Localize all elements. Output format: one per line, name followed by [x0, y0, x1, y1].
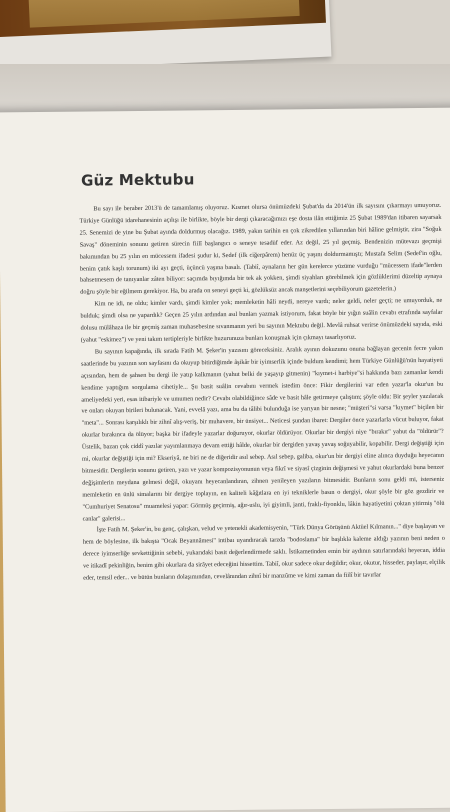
paragraph-3: Bu sayının kapağında, ilk sırada Fatih M. Şeker'in yazısını göreceksiniz. Aralık ayının dokuzunu onuna bağlayan gecenin fecre yakın saatlerinde bu yazının son sayfasını da okuyup bitirdiğimde âşikâr bir iyimserlik içinde buldum kendimi; hem Türkiye Günlüğü'nün hayatiyeti açısından, hem de şahsen bu dergi ile yatıp kalkmanın (yahut belki de yaşayıp gitmenin) "kıymet-i harbiye"si hakkında bazı zamanlar kendi kendime yaptığım sorgulama cihetiyle... Şu basit suâlin cevabını vermek istedim önce: Fikir dergilerini var eden yazar'la okur'un bu ameliyedeki yeri, esas itibariyle ve umumen nedir? Cevabı olabildiğince sâde ve basit hâle getirmeye çalıştım; şöyle oldu: Bir şeyler yazılacak ve onları okuyan birileri bulunacak. Yani, evvelâ yazı, ama bu da tâlibi bulunduğa ise yarıyan bir nesne; "müşteri"si varsa "kıymet" biçilen bir "meta"... Sonrası karşılıklı bir zihnî alış-veriş, bir muhavere, bir ünsiyet... Neticesi şundan ibaret: Dergiler önce yazarlarla vücut buluyor, fakat okurlar bırakınca da ölüyor; başka bir ifadeyle yazarlar doğuruyor, okurlar öldürüyor. Okurlar bir dergiyi niye "bırakır" yahut da "öldürür"? Üstelik, bazan çok ciddî yazılar yayımlanmaya devam ettiği hâlde, okurlar bir dergiden yavaş yavaş soğuyabilir, kopabilir. Dergi değiştiği için mi, okurlar değiştiği için mi? Ekseriyâ, ne biri ne de diğeridir asıl sebep. Asıl sebep, galiba, okur'un bir dergiyi eline alınca duyduğu heyecanın bitmesidir. Dergilerin sonunu getiren, yazı ve yazar kompozisyonunun veya fikrî ve siyasî çizginin değişmesi ve yahut okurlardaki buna benzer değişimlerin meydana gelmesi değil, okuyanı heyecanlandıran, zihnen yenileyen yazıların bitmesidir. Bunların sonu geldi mi, isterseniz memleketin en ünlü simalarını bir dergiye toplayın, en kaliteli kâğıtlara en iyi tekniklerle basın o dergiyi, okur şöyle bir göz gezdirir ve "Cumhuriyet Senatosu" muamelesi yapar: Görmüş geçirmiş, ağır-uslu, iyi giyimli, janti, fraklı-fiyonklu, lâkin hayatiyetini çoktan yitirmiş "ölü canlar" galerisi...: [80, 344, 445, 523]
book-page: [0, 108, 450, 812]
article-title: Güz Mektubu: [80, 170, 195, 190]
paragraph-1: Bu sayı ile beraber 2013'ü de tamamlamış oluyoruz. Kısmet olursa önümüzdeki Şubat'da da 2014'ün ilk sayısını çıkarmayı umuyoruz. Türkiye Günlüğü idarehanesinin açılışı ile birlikte, böyle bir dergi çıkaracağımızı eşe dosta ilân ettiğimiz 25 Şubat 1989'dan itibaren sayarsak 25. Senemizi de yine bu Şubat ayında doldurmuş olacağız. 1989, yakın tarihin en çok zikredilen yıllarından biri hâline gelmiştir, zira "Soğuk Savaş" döneminin sonunu getiren sürecin fiilî başlangıcı o seneye tesadüf eder. Az değil, 25 yıl geçmiş. Bendenizin mütevazı geçmişi bakımından bu 25 yılın en mücessem ifadesi şudur ki, Sedef (ilk ciğerpârem) henüz üç yaşını doldurmamıştı; Mustafa Selim (Sedef'in oğlu, benim çatık kaşlı torunum) iki ayı geçti, üçüncü yaşına basalı. (Tabiî, aynaların her gün kerelerce yüzüme vurduğu "mücessem ifade"lerden bahsetmesem de tanıyanlar zâten biliyor: saçımda bıyığımda bir tek ak yokken, şimdi siyahları görebilmek için gözlüklerimi düzeltip aynaya doğru şöyle bir eğilmem gerekiyor. Ha, bu arada on seneyi geçti ki, gözlüksüz ancak manşetlerini seçebiliyorum gazetelerin.): [79, 201, 443, 296]
background-gap: [0, 64, 450, 114]
previous-page: [0, 0, 331, 71]
paragraph-2: Kim ne idi, ne oldu; kimler vardı, şimdi kimler yok; memleketin hâli neydi, nereye vardı; neler geldi, neler geçti; ne umuyorduk, ne bulduk; şimdi olsa ne yapardık? Geçen 25 yılın ardından asıl bunları yazmak istiyorum, fakat böyle bir yığın suâlin cevabı etrafında sayfalar dolusu mülâhaza ile bir geçmiş zaman muhasebesine sıvanmanın yeri bu sayının Mektubu değil. Mevlâ ruhsat verirse önümüzdeki sayıda, eski (yahut "eskimez") ve yeni takım tertipleriyle birlikte huzurunuza bunları konuşmak için çıkmayı tasarlıyoruz.: [80, 297, 443, 344]
paragraph-4: İşte Fatih M. Şeker'in, bu genç, çalışkan, velud ve yetenekli akademisyenin, "Türk Dünya Görüşünü Aktüel Kılmanın..." diye başlayan ve hem de böylesine, ilk bakışta "Ocak Beyannâmesi" intibaı uyandıracak tarzda "bodoslama" bir başlıkla kaleme aldığı yazının beni neden o derece iyimserliğe sevkettiğinin sebebi, yukarıdaki basit değerlendirmede saklı. İstikametinden emin bir aydının satırlarındaki heyecan, iddia ve itikadî pekinliğin, benim gibi okurlara da sirâyet edeceğini hissettim. Tabiî, okur sadece okur değildir; okur, okutur, hisseder, paylaşır, elçilik eder, temsil eder... ve bütün bunların dolaşımından, cevelânından zihnî bir manzûme ve kimi zaman da fiilî bir tavırlar: [82, 523, 446, 582]
page-content: [79, 168, 445, 585]
